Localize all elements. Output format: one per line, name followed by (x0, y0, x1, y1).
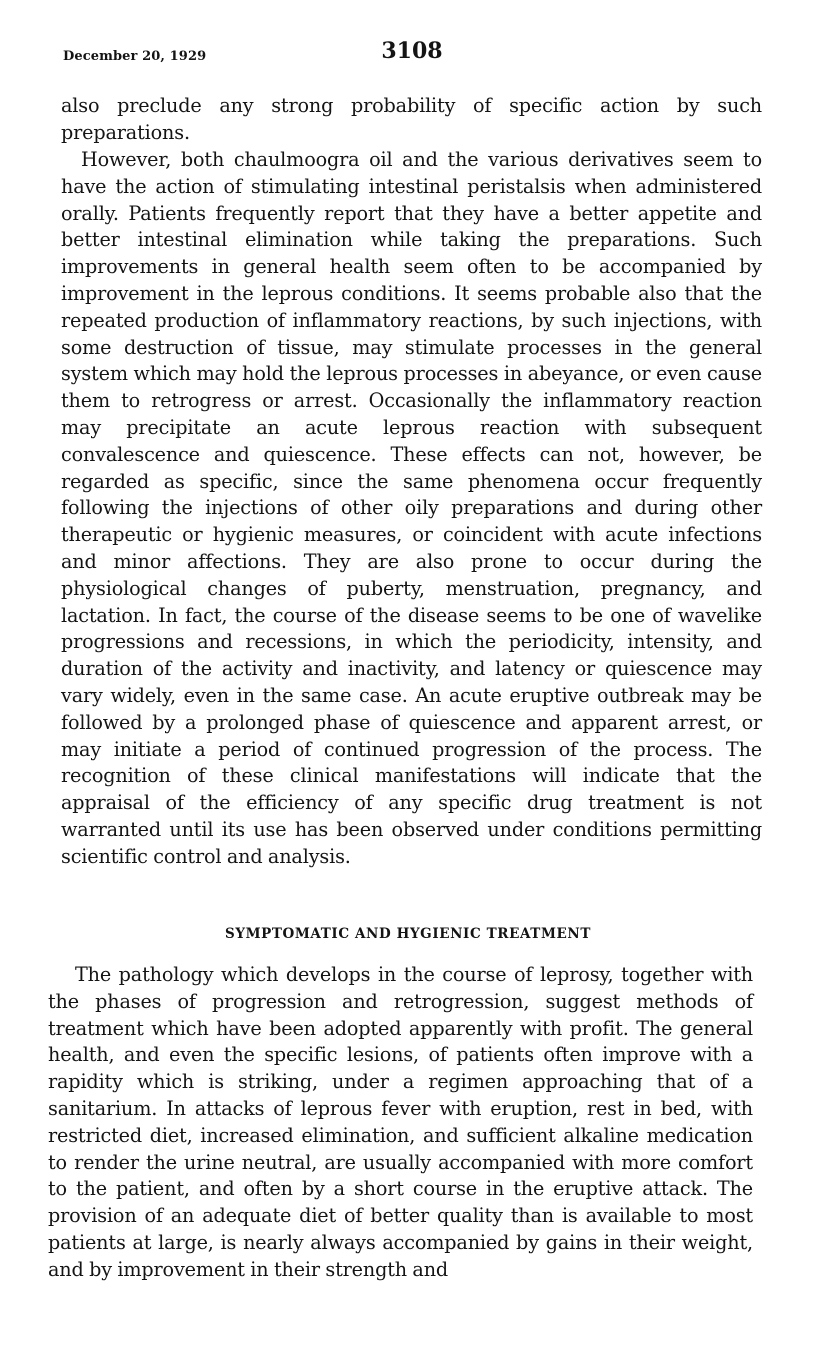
section-heading: SYMPTOMATIC AND HYGIENIC TREATMENT (225, 926, 591, 942)
paragraph-mechanism (61, 147, 762, 871)
page-number: 3108 (381, 38, 443, 64)
paragraph-symptomatic (48, 962, 753, 1284)
header-date: December 20, 1929 (63, 49, 207, 64)
paragraph-text: also preclude any strong probability of specific action by such preparations. (61, 94, 762, 144)
paragraph-text: The pathology which develops in the course of leprosy, together with the phases of progression and retrogression, suggest methods of treatment which have been adopted apparently with profit. The general health, and even the specific lesions, of patients often improve with a rapidity which is striking, under a regimen approaching that of a sanitarium. In attacks of leprous fever with eruption, rest in bed, with restricted diet, increased elimination, and sufficient alkaline medication to render the urine neutral, are usually accompanied with more comfort to the patient, and often by a short course in the eruptive attack. The provision of an adequate diet of better quality than is available to most patients at large, is nearly always accompanied by gains in their weight, and by improvement in their strength and (48, 963, 753, 1281)
paragraph-text: However, both chaulmoogra oil and the various derivatives seem to have the action of stimulating intestinal peristalsis when administered orally. Patients frequently report that they have a better appetite and better intestinal elimination while taking the preparations. Such improvements in general health seem often to be accompanied by improvement in the leprous conditions. It seems probable also that the repeated production of inflammatory reactions, by such injections, with some destruction of tissue, may stimulate processes in the general system which may hold the leprous processes in abeyance, or even cause them to retrogress or arrest. Occasionally the inflammatory reaction may precipitate an acute leprous reaction with subsequent convalescence and quiescence. These effects can not, however, be regarded as specific, since the same phenomena occur frequently following the injections of other oily preparations and during other therapeutic or hygienic measures, or coincident with acute infections and minor affections. They are also prone to occur during the physiological changes of puberty, menstruation, pregnancy, and lactation. In fact, the course of the disease seems to be one of wavelike progressions and recessions, in which the periodicity, intensity, and duration of the activity and inactivity, and latency or quiescence may vary widely, even in the same case. An acute eruptive outbreak may be followed by a prolonged phase of quiescence and apparent arrest, or may initiate a period of continued progression of the process. The recognition of these clinical manifestations will indicate that the appraisal of the efficiency of any specific drug treatment is not warranted until its use has been observed under conditions permitting scientific control and analysis. (61, 148, 762, 868)
paragraph-continued (61, 93, 762, 147)
